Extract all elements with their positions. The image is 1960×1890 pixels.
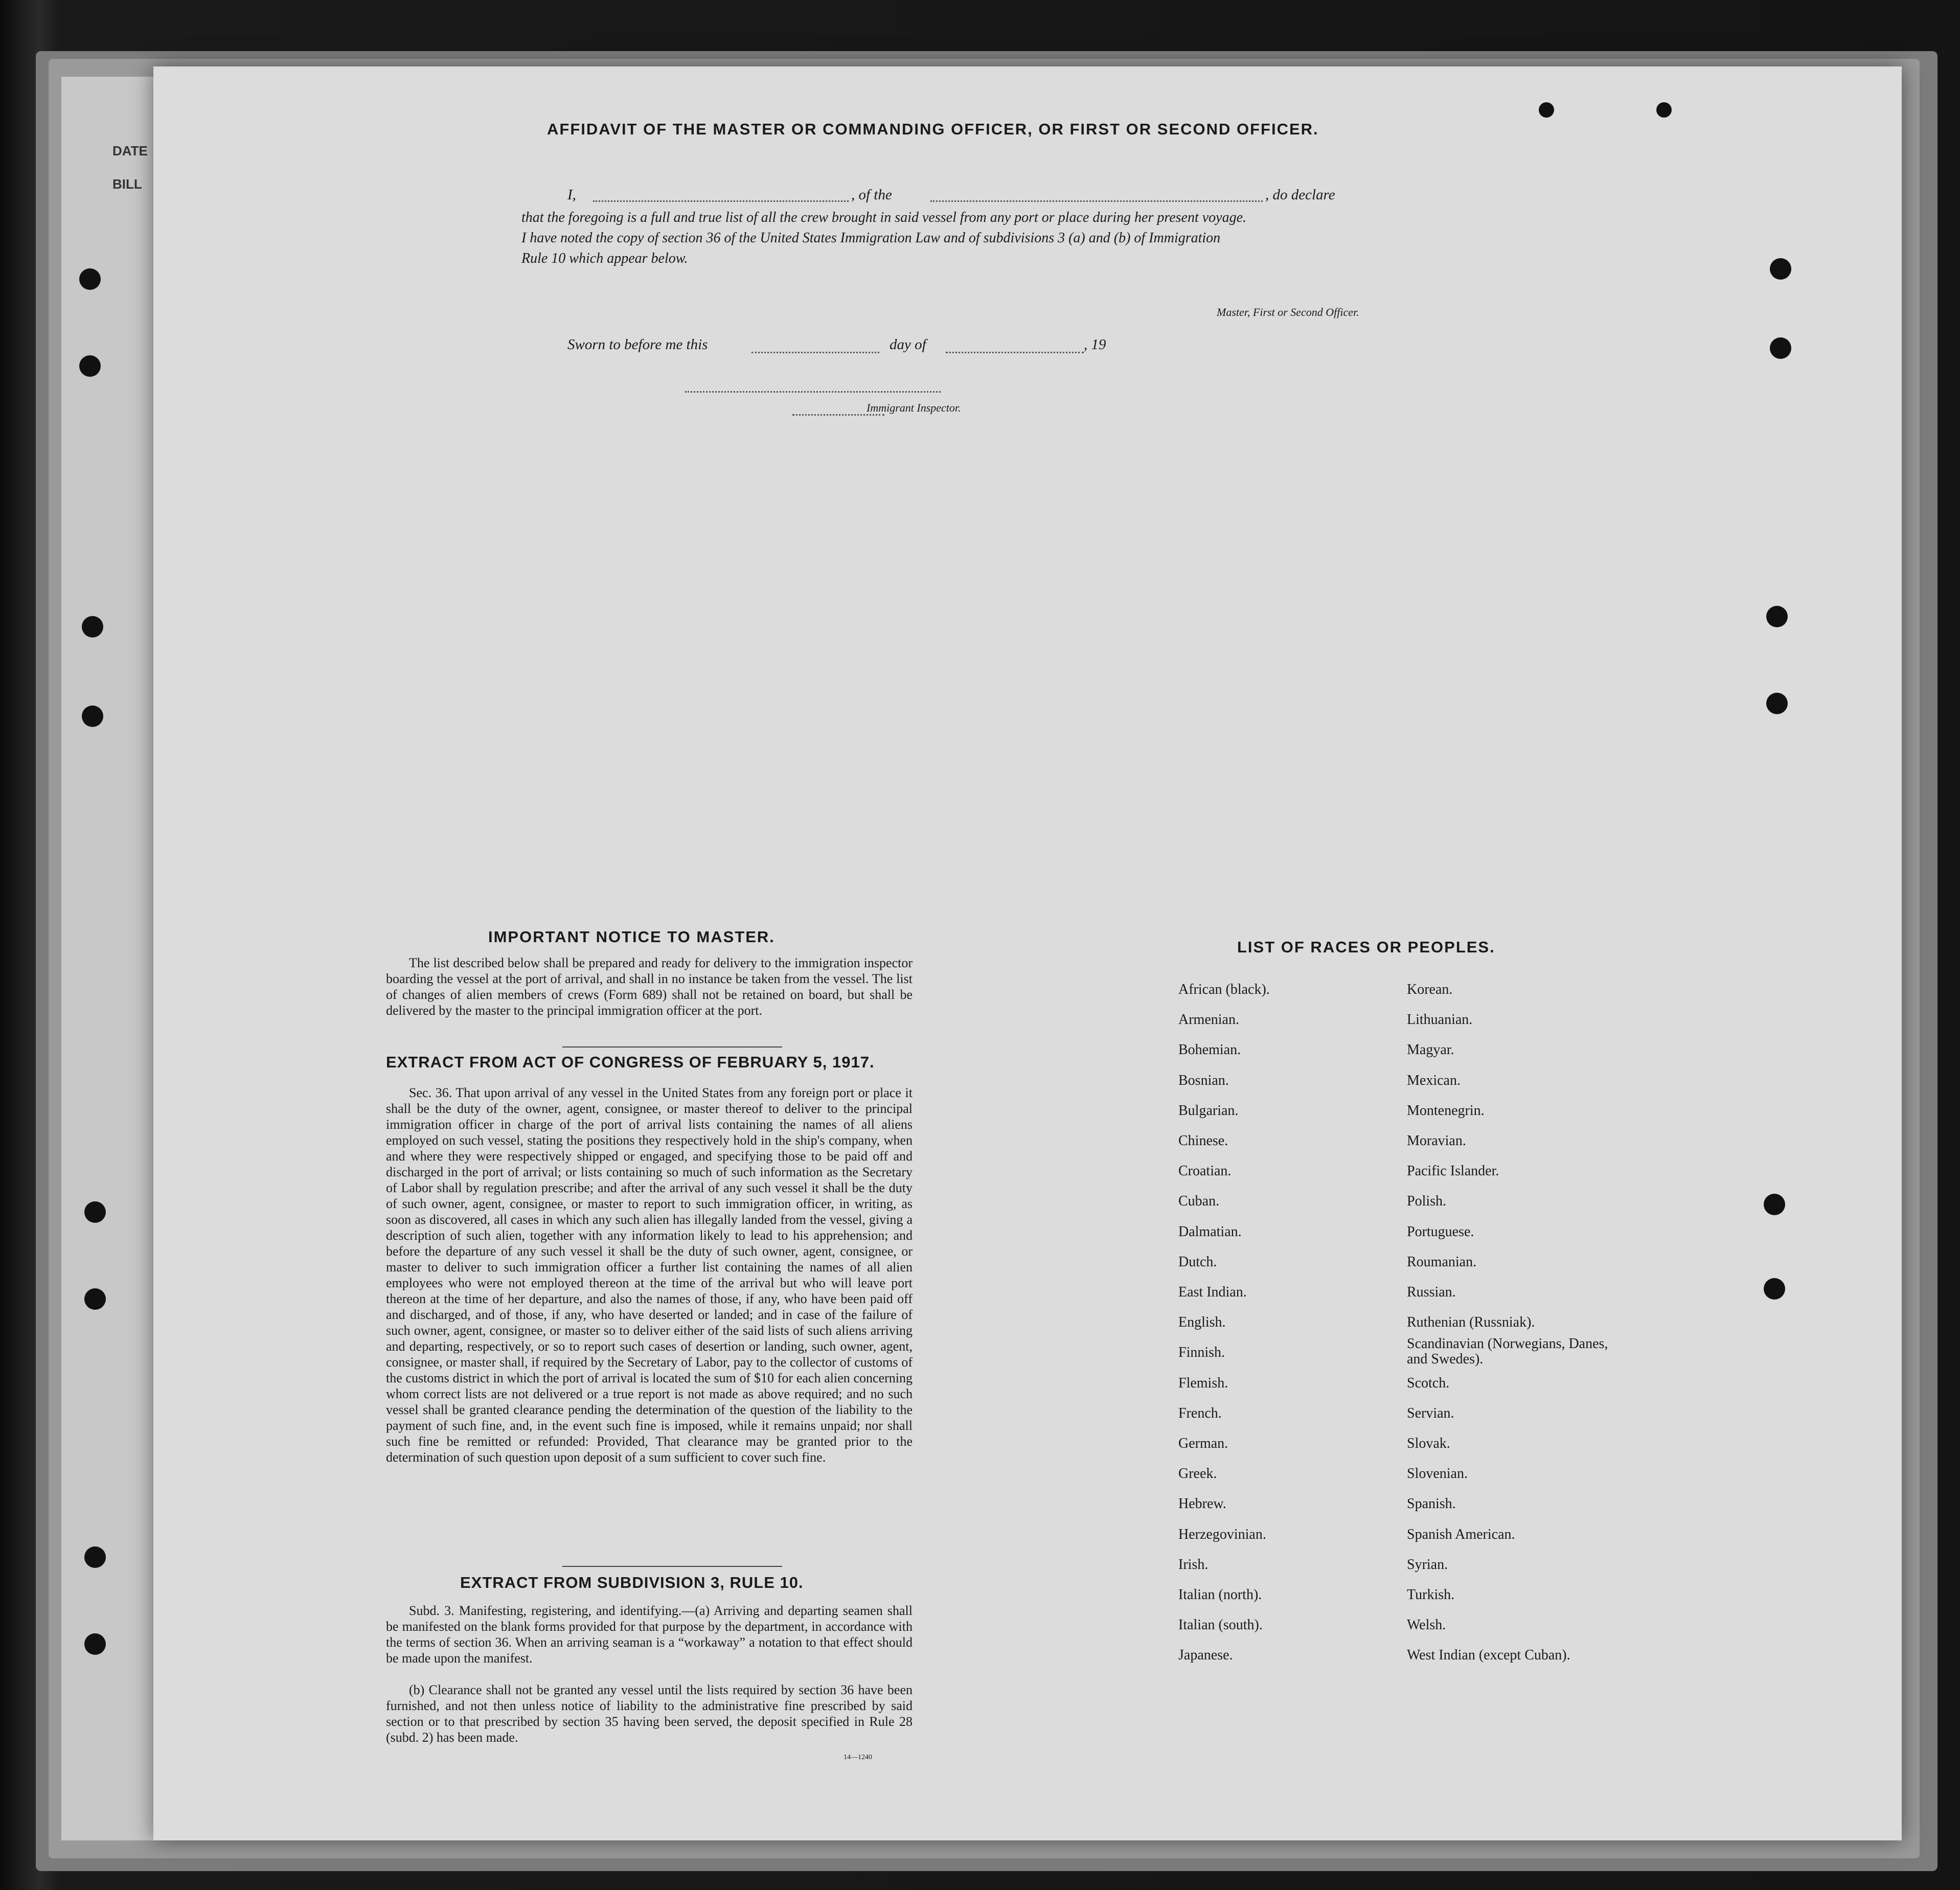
binder-hole [84, 1288, 106, 1310]
binder-hole [1766, 693, 1788, 714]
race-item: Scandinavian (Norwegians, Danes, and Swedes). [1407, 1336, 1608, 1367]
name-line [593, 200, 849, 202]
race-item: Cuban. [1178, 1193, 1220, 1209]
divider [562, 1046, 782, 1048]
affidavit-of-the: , of the [851, 187, 892, 203]
rule-title: EXTRACT FROM SUBDIVISION 3, RULE 10. [460, 1574, 804, 1591]
race-item: Herzegovinian. [1178, 1527, 1266, 1542]
rule-text-b: (b) Clearance shall not be granted any vessel until the lists required by section 36 have been furnished, and not then unless notice of liability to the administrative fine prescribed by said section or to that prescribed by section 35 having been served, the deposit specified in Rule 28 (subd. 2) has been made. [386, 1682, 913, 1745]
race-item: East Indian. [1178, 1284, 1247, 1300]
edge-label-bill: BILL [112, 176, 142, 192]
race-item: Mexican. [1407, 1073, 1461, 1088]
binder-hole [84, 1633, 106, 1655]
race-item: Spanish. [1407, 1496, 1456, 1512]
binder-hole [84, 1546, 106, 1568]
race-item: Dutch. [1178, 1254, 1217, 1270]
binder-hole [82, 616, 103, 637]
vessel-line [930, 200, 1263, 202]
race-item: Armenian. [1178, 1012, 1239, 1028]
race-item: Greek. [1178, 1466, 1217, 1482]
year-label: , 19 [1084, 336, 1106, 353]
form-number: 14—1240 [844, 1754, 872, 1761]
binder-hole [84, 1201, 106, 1223]
binder-hole [1770, 258, 1791, 280]
left-page-edge [61, 77, 153, 1840]
binder-hole [1656, 102, 1672, 118]
inspector-signature-line [685, 391, 941, 393]
race-item: Pacific Islander. [1407, 1163, 1499, 1179]
day-line [751, 352, 879, 353]
race-item: Irish. [1178, 1557, 1209, 1573]
race-item: Spanish American. [1407, 1527, 1515, 1542]
affidavit-do-declare: , do declare [1265, 187, 1335, 203]
affidavit-line-2: I have noted the copy of section 36 of the United States Immigration Law and of subdivisions 3 (a) and (b) of Immigration [521, 230, 1221, 246]
sworn-label: Sworn to before me this [567, 336, 708, 353]
race-item: Bulgarian. [1178, 1103, 1239, 1119]
race-item: African (black). [1178, 982, 1270, 997]
affidavit-line-1: that the foregoing is a full and true list of all the crew brought in said vessel from any port or place during her present voyage. [521, 210, 1247, 225]
race-item: Servian. [1407, 1405, 1454, 1421]
race-item: Portuguese. [1407, 1224, 1474, 1240]
race-item: English. [1178, 1314, 1226, 1330]
race-item: Bohemian. [1178, 1042, 1241, 1058]
edge-label-date: DATE [112, 143, 148, 158]
race-item: Korean. [1407, 982, 1453, 997]
race-item: German. [1178, 1436, 1228, 1451]
binder-hole [1764, 1278, 1785, 1300]
binder-hole [82, 705, 103, 727]
race-item: West Indian (except Cuban). [1407, 1647, 1570, 1663]
race-item: Dalmatian. [1178, 1224, 1242, 1240]
binder-hole [1764, 1194, 1785, 1215]
affidavit-i-label: I, [567, 187, 576, 203]
race-item: Montenegrin. [1407, 1103, 1485, 1119]
inspector-label: Immigrant Inspector. [867, 401, 961, 414]
race-item: Croatian. [1178, 1163, 1232, 1179]
race-item: Slovak. [1407, 1436, 1450, 1451]
race-item: Polish. [1407, 1193, 1447, 1209]
notice-title: IMPORTANT NOTICE TO MASTER. [488, 928, 775, 946]
day-of-label: day of [890, 336, 926, 353]
race-item: Italian (south). [1178, 1617, 1263, 1633]
race-item: Slovenian. [1407, 1466, 1468, 1482]
races-title: LIST OF RACES OR PEOPLES. [1237, 938, 1495, 956]
race-item: Japanese. [1178, 1647, 1233, 1663]
manifest-page [153, 66, 1902, 1840]
race-item: Syrian. [1407, 1557, 1448, 1573]
race-item: Magyar. [1407, 1042, 1454, 1058]
race-item: Finnish. [1178, 1345, 1225, 1360]
race-item: French. [1178, 1405, 1222, 1421]
affidavit-line-3: Rule 10 which appear below. [521, 251, 688, 266]
act-title: EXTRACT FROM ACT OF CONGRESS OF FEBRUARY 5, 1917. [386, 1053, 875, 1071]
race-item: Italian (north). [1178, 1587, 1262, 1603]
race-item: Bosnian. [1178, 1073, 1229, 1088]
race-item: Turkish. [1407, 1587, 1455, 1603]
race-item: Moravian. [1407, 1133, 1466, 1149]
race-item: Roumanian. [1407, 1254, 1477, 1270]
race-item: Hebrew. [1178, 1496, 1226, 1512]
race-item: Ruthenian (Russniak). [1407, 1314, 1535, 1330]
binder-hole [1539, 102, 1554, 118]
notice-text: The list described below shall be prepared and ready for delivery to the immigration inspector boarding the vessel at the port of arrival, and shall in no instance be taken from the vessel. The list of changes of alien members of crews (Form 689) shall not be retained on board, but shall be delivered by the master to the principal immigration officer at the port. [386, 955, 913, 1018]
race-item: Chinese. [1178, 1133, 1228, 1149]
race-item: Lithuanian. [1407, 1012, 1473, 1028]
race-item: Russian. [1407, 1284, 1456, 1300]
act-text: Sec. 36. That upon arrival of any vessel in the United States from any foreign port or place it shall be the duty of the owner, agent, consignee, or master thereof to deliver to the principal immigration officer in charge of the port of arrival lists containing the names of all aliens employed on such vessel, stating the positions they respectively hold in the ship's company, when and where they were respectively shipped or engaged, and specifying those to be paid off and discharged in the port of arrival; or lists containing so much of such information as the Secretary of Labor shall by regulation prescribe; and after the arrival of any such vessel it shall be the duty of such owner, agent, consignee, or master to report to such immigration officer, in writing, as soon as discovered, all cases in which any such alien has illegally landed from the vessel, giving a description of such alien, together with any information likely to lead to his apprehension; and before the departure of any such vessel it shall be the duty of such owner, agent, consignee, or master to deliver to such immigration officer a further list containing the names of all alien employees who were not employed thereon at the time of the arrival but who will leave port thereon at the time of her departure, and also the names of those, if any, who have been paid off and discharged, and of those, if any, who have deserted or landed; and in case of the failure of such owner, agent, consignee, or master so to deliver either of the said lists of such aliens arriving and departing, respectively, or so to report such cases of desertion or landing, such owner, agent, consignee, or master shall, if required by the Secretary of Labor, pay to the collector of customs of the customs district in which the port of arrival is located the sum of $10 for each alien concerning whom correct lists are not delivered or a true report is not made as above required; and no such vessel shall be granted clearance pending the determination of the question of the liability to the payment of such fine, and, in the event such fine is imposed, while it remains unpaid; nor shall such fine be remitted or refunded: Provided, That clearance may be granted prior to the determination of such question upon deposit of a sum sufficient to cover such fine. [386, 1085, 913, 1465]
binder-hole [1766, 606, 1788, 627]
race-item: Flemish. [1178, 1375, 1228, 1391]
divider [562, 1566, 782, 1567]
binder-hole [79, 268, 101, 290]
affidavit-title: AFFIDAVIT OF THE MASTER OR COMMANDING OFFICER, OR FIRST OR SECOND OFFICER. [547, 120, 1319, 138]
month-line [946, 352, 1084, 353]
binder-hole [1770, 337, 1791, 359]
race-item: Scotch. [1407, 1375, 1450, 1391]
binder-hole [79, 355, 101, 377]
signature-label: Master, First or Second Officer. [1217, 306, 1359, 318]
race-item: Welsh. [1407, 1617, 1446, 1633]
rule-text-a: Subd. 3. Manifesting, registering, and identifying.—(a) Arriving and departing seamen shall be manifested on the blank forms provided for that purpose by the department, in accordance with the terms of section 36. When an arriving seaman is a “workaway” a notation to that effect should be made upon the manifest. [386, 1603, 913, 1666]
